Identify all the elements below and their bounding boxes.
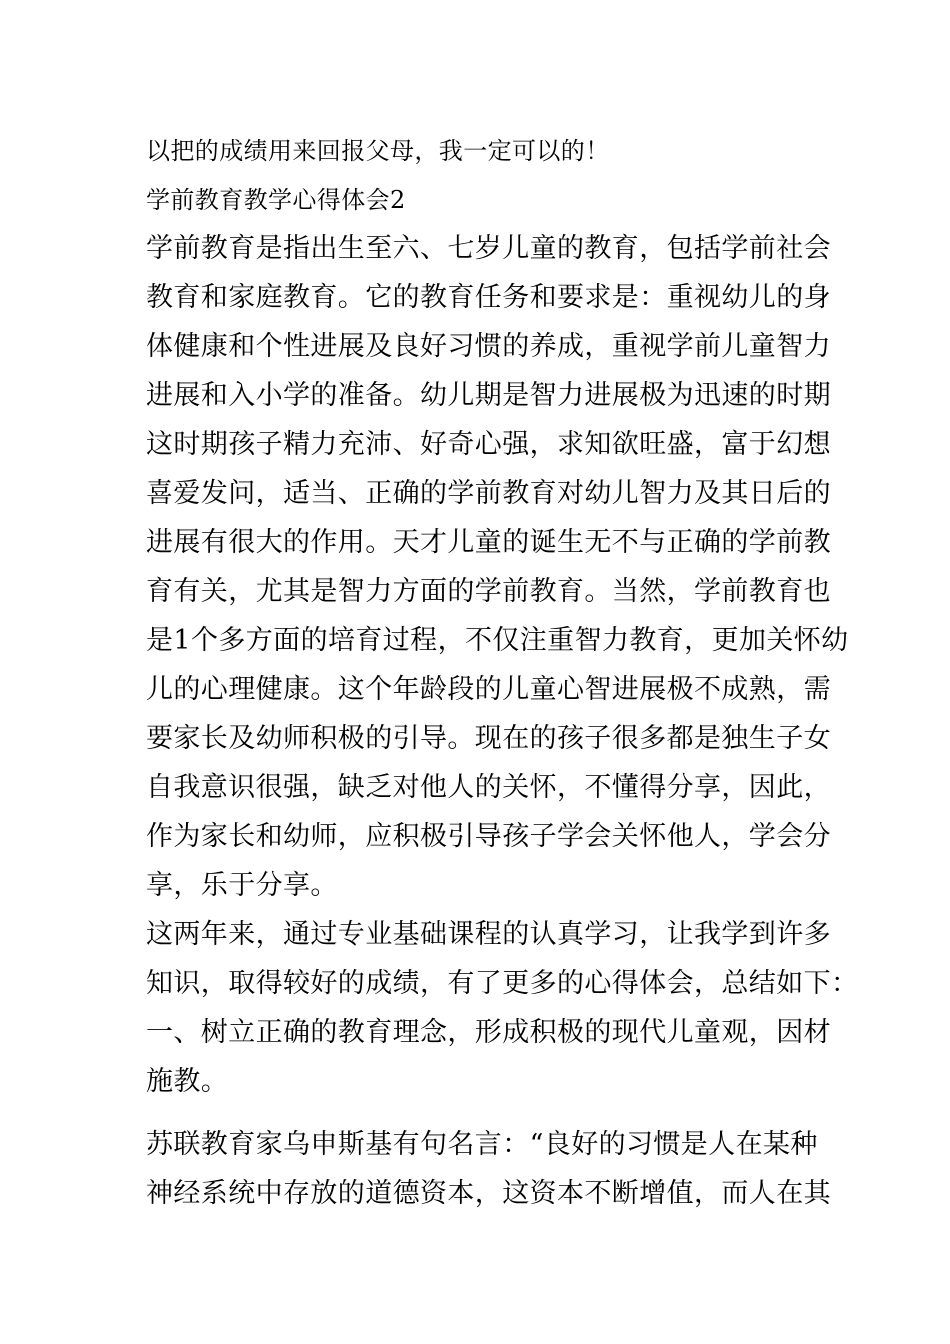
text-line: 自我意识很强，缺乏对他人的关怀，不懂得分享，因此，	[146, 772, 831, 803]
text-line: 儿的心理健康。这个年龄段的儿童心智进展极不成熟，需	[146, 674, 831, 705]
text-line: 神经系统中存放的道德资本，这资本不断增值，而人在其	[146, 1178, 831, 1209]
text-line: 育有关，尤其是智力方面的学前教育。当然，学前教育也	[146, 576, 831, 607]
text-line: 这时期孩子精力充沛、好奇心强，求知欲旺盛，富于幻想	[146, 429, 831, 460]
text-line: 作为家长和幼师，应积极引导孩子学会关怀他人，学会分	[146, 821, 831, 852]
text-line: 享，乐于分享。	[146, 870, 338, 901]
text-line: 教育和家庭教育。它的教育任务和要求是：重视幼儿的身	[146, 282, 831, 313]
text-line: 体健康和个性进展及良好习惯的养成，重视学前儿童智力	[146, 331, 831, 362]
text-line: 喜爱发问，适当、正确的学前教育对幼儿智力及其日后的	[146, 478, 831, 509]
text-line: 要家长及幼师积极的引导。现在的孩子很多都是独生子女	[146, 723, 831, 754]
text-line: 学前教育是指出生至六、七岁儿童的教育，包括学前社会	[146, 233, 831, 264]
text-line: 一、树立正确的教育理念，形成积极的现代儿童观，因材	[146, 1017, 831, 1048]
text-line: 施教。	[146, 1066, 229, 1097]
text-line: 以把的成绩用来回报父母，我一定可以的！	[146, 137, 610, 165]
text-line: 苏联教育家乌申斯基有句名言：“良好的习惯是人在某种	[146, 1129, 818, 1160]
text-line: 是1个多方面的培育过程，不仅注重智力教育，更加关怀幼	[146, 625, 849, 656]
text-line: 进展有很大的作用。天才儿童的诞生无不与正确的学前教	[146, 527, 831, 558]
text-line: 知识，取得较好的成绩，有了更多的心得体会，总结如下：	[146, 968, 859, 999]
text-line: 这两年来，通过专业基础课程的认真学习，让我学到许多	[146, 919, 831, 950]
text-line: 进展和入小学的准备。幼儿期是智力进展极为迅速的时期	[146, 380, 831, 411]
section-heading: 学前教育教学心得体会2	[146, 186, 406, 214]
